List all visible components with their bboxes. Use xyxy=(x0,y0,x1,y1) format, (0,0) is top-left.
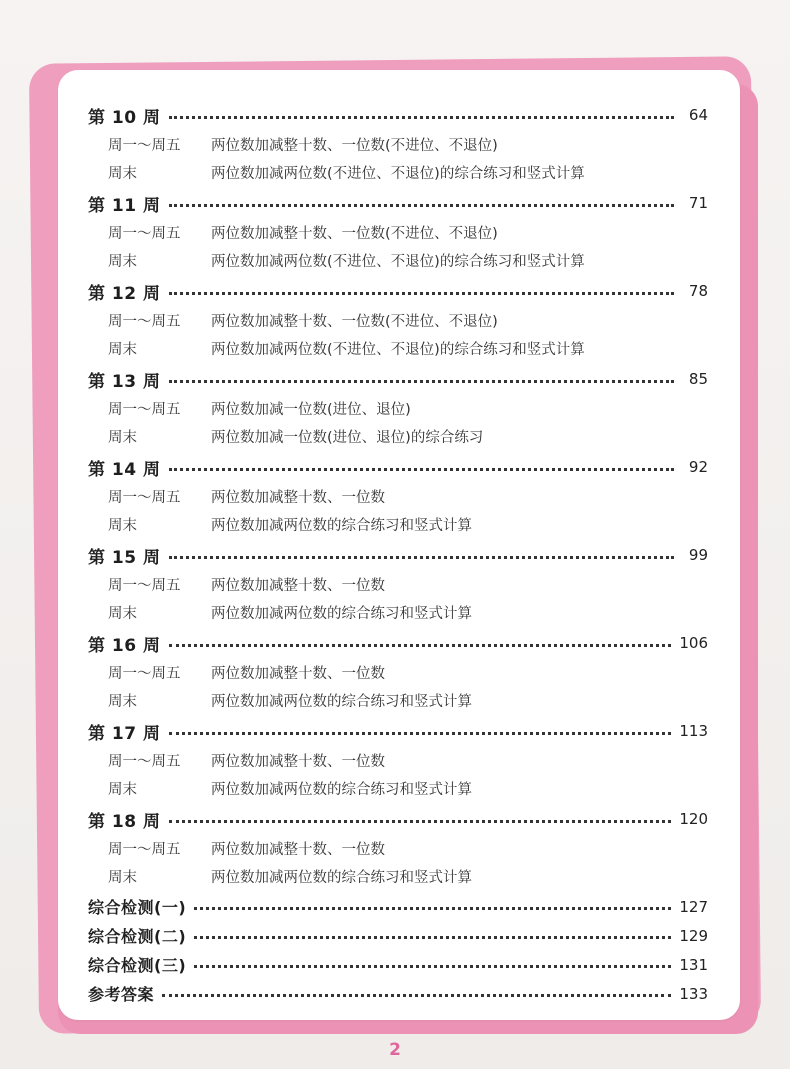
toc-week-16 xyxy=(88,628,708,716)
dot-leader xyxy=(169,292,675,295)
toc-subentry xyxy=(88,482,708,510)
topic-text: 两位数加减两位数的综合练习和竖式计算 xyxy=(211,781,472,798)
schedule-label: 周一～周五 xyxy=(108,137,181,154)
topic-text: 两位数加减两位数的综合练习和竖式计算 xyxy=(211,605,472,622)
toc-subentry xyxy=(88,746,708,774)
toc-week-18 xyxy=(88,804,708,892)
schedule-label: 周末 xyxy=(108,253,137,270)
toc-subentry xyxy=(88,598,708,626)
topic-text: 两位数加减两位数的综合练习和竖式计算 xyxy=(211,693,472,710)
topic-text: 两位数加减两位数的综合练习和竖式计算 xyxy=(211,517,472,534)
dot-leader xyxy=(169,468,675,471)
toc-subentry xyxy=(88,306,708,334)
schedule-label: 周末 xyxy=(108,429,137,446)
schedule-label: 周一～周五 xyxy=(108,225,181,242)
dot-leader xyxy=(169,732,672,735)
toc-subentry xyxy=(88,334,708,362)
week-title: 第 14 周 xyxy=(88,459,161,480)
toc-entry-heading[interactable] xyxy=(88,100,708,130)
toc-subentry xyxy=(88,862,708,890)
week-title: 第 13 周 xyxy=(88,371,161,392)
topic-text: 两位数加减整十数、一位数(不进位、不退位) xyxy=(211,225,498,242)
topic-text: 两位数加减两位数(不进位、不退位)的综合练习和竖式计算 xyxy=(211,253,585,270)
topic-text: 两位数加减两位数(不进位、不退位)的综合练习和竖式计算 xyxy=(211,341,585,358)
schedule-label: 周一～周五 xyxy=(108,489,181,506)
dot-leader xyxy=(194,936,671,939)
schedule-label: 周末 xyxy=(108,517,137,534)
page-ref: 92 xyxy=(688,458,708,476)
topic-text: 两位数加减两位数(不进位、不退位)的综合练习和竖式计算 xyxy=(211,165,585,182)
schedule-label: 周一～周五 xyxy=(108,841,181,858)
schedule-label: 周末 xyxy=(108,693,137,710)
toc-review-1[interactable] xyxy=(88,892,708,921)
page-ref: 127 xyxy=(679,897,708,916)
page-ref: 64 xyxy=(688,106,708,124)
toc-subentry xyxy=(88,218,708,246)
page-ref: 99 xyxy=(688,546,708,564)
toc-subentry xyxy=(88,834,708,862)
page-ref: 85 xyxy=(688,370,708,388)
dot-leader xyxy=(169,204,675,207)
schedule-label: 周一～周五 xyxy=(108,313,181,330)
review-title: 参考答案 xyxy=(88,985,155,1004)
toc-subentry xyxy=(88,510,708,538)
topic-text: 两位数加减整十数、一位数 xyxy=(211,577,385,594)
schedule-label: 周一～周五 xyxy=(108,665,181,682)
toc-week-10 xyxy=(88,100,708,188)
dot-leader xyxy=(162,994,671,997)
dot-leader xyxy=(169,644,672,647)
page-ref: 133 xyxy=(679,984,708,1003)
topic-text: 两位数加减整十数、一位数(不进位、不退位) xyxy=(211,313,498,330)
toc-week-17 xyxy=(88,716,708,804)
toc-answers[interactable] xyxy=(88,979,708,1008)
week-title: 第 18 周 xyxy=(88,811,161,832)
review-title: 综合检测(二) xyxy=(88,927,187,946)
toc-subentry xyxy=(88,686,708,714)
toc-subentry xyxy=(88,422,708,450)
toc-week-15 xyxy=(88,540,708,628)
toc-week-12 xyxy=(88,276,708,364)
toc-entry-heading[interactable] xyxy=(88,364,708,394)
review-title: 综合检测(一) xyxy=(88,898,187,917)
topic-text: 两位数加减一位数(进位、退位)的综合练习 xyxy=(211,429,484,446)
schedule-label: 周一～周五 xyxy=(108,577,181,594)
schedule-label: 周一～周五 xyxy=(108,401,181,418)
topic-text: 两位数加减整十数、一位数(不进位、不退位) xyxy=(211,137,498,154)
dot-leader xyxy=(169,820,672,823)
toc-subentry xyxy=(88,570,708,598)
topic-text: 两位数加减整十数、一位数 xyxy=(211,753,385,770)
toc-entry-heading[interactable] xyxy=(88,188,708,218)
schedule-label: 周末 xyxy=(108,165,137,182)
dot-leader xyxy=(169,116,675,119)
week-title: 第 16 周 xyxy=(88,635,161,656)
toc-review-3[interactable] xyxy=(88,950,708,979)
week-title: 第 11 周 xyxy=(88,195,161,216)
toc-subentry xyxy=(88,158,708,186)
toc-entry-heading[interactable] xyxy=(88,540,708,570)
toc-entry-heading[interactable] xyxy=(88,452,708,482)
schedule-label: 周末 xyxy=(108,341,137,358)
toc-entry-heading[interactable] xyxy=(88,628,708,658)
toc-review-2[interactable] xyxy=(88,921,708,950)
toc-subentry xyxy=(88,394,708,422)
page-ref: 113 xyxy=(679,722,708,740)
page-ref: 120 xyxy=(679,810,708,828)
week-title: 第 17 周 xyxy=(88,723,161,744)
toc-subentry xyxy=(88,246,708,274)
page-ref: 131 xyxy=(679,955,708,974)
schedule-label: 周末 xyxy=(108,605,137,622)
review-title: 综合检测(三) xyxy=(88,956,187,975)
topic-text: 两位数加减整十数、一位数 xyxy=(211,665,385,682)
page-ref: 106 xyxy=(679,634,708,652)
topic-text: 两位数加减两位数的综合练习和竖式计算 xyxy=(211,869,472,886)
dot-leader xyxy=(194,965,671,968)
schedule-label: 周一～周五 xyxy=(108,753,181,770)
schedule-label: 周末 xyxy=(108,781,137,798)
page-ref: 71 xyxy=(688,194,708,212)
dot-leader xyxy=(169,380,675,383)
dot-leader xyxy=(194,907,671,910)
topic-text: 两位数加减整十数、一位数 xyxy=(211,489,385,506)
page-ref: 129 xyxy=(679,926,708,945)
page-number: 2 xyxy=(389,1040,401,1060)
toc-entry-heading[interactable] xyxy=(88,716,708,746)
toc-week-14 xyxy=(88,452,708,540)
table-of-contents xyxy=(88,100,708,1008)
week-title: 第 15 周 xyxy=(88,547,161,568)
page-ref: 78 xyxy=(688,282,708,300)
topic-text: 两位数加减一位数(进位、退位) xyxy=(211,401,411,418)
toc-subentry xyxy=(88,658,708,686)
toc-entry-heading[interactable] xyxy=(88,804,708,834)
week-title: 第 12 周 xyxy=(88,283,161,304)
dot-leader xyxy=(169,556,675,559)
toc-entry-heading[interactable] xyxy=(88,276,708,306)
toc-subentry xyxy=(88,130,708,158)
toc-week-11 xyxy=(88,188,708,276)
week-title: 第 10 周 xyxy=(88,107,161,128)
toc-subentry xyxy=(88,774,708,802)
topic-text: 两位数加减整十数、一位数 xyxy=(211,841,385,858)
schedule-label: 周末 xyxy=(108,869,137,886)
toc-week-13 xyxy=(88,364,708,452)
